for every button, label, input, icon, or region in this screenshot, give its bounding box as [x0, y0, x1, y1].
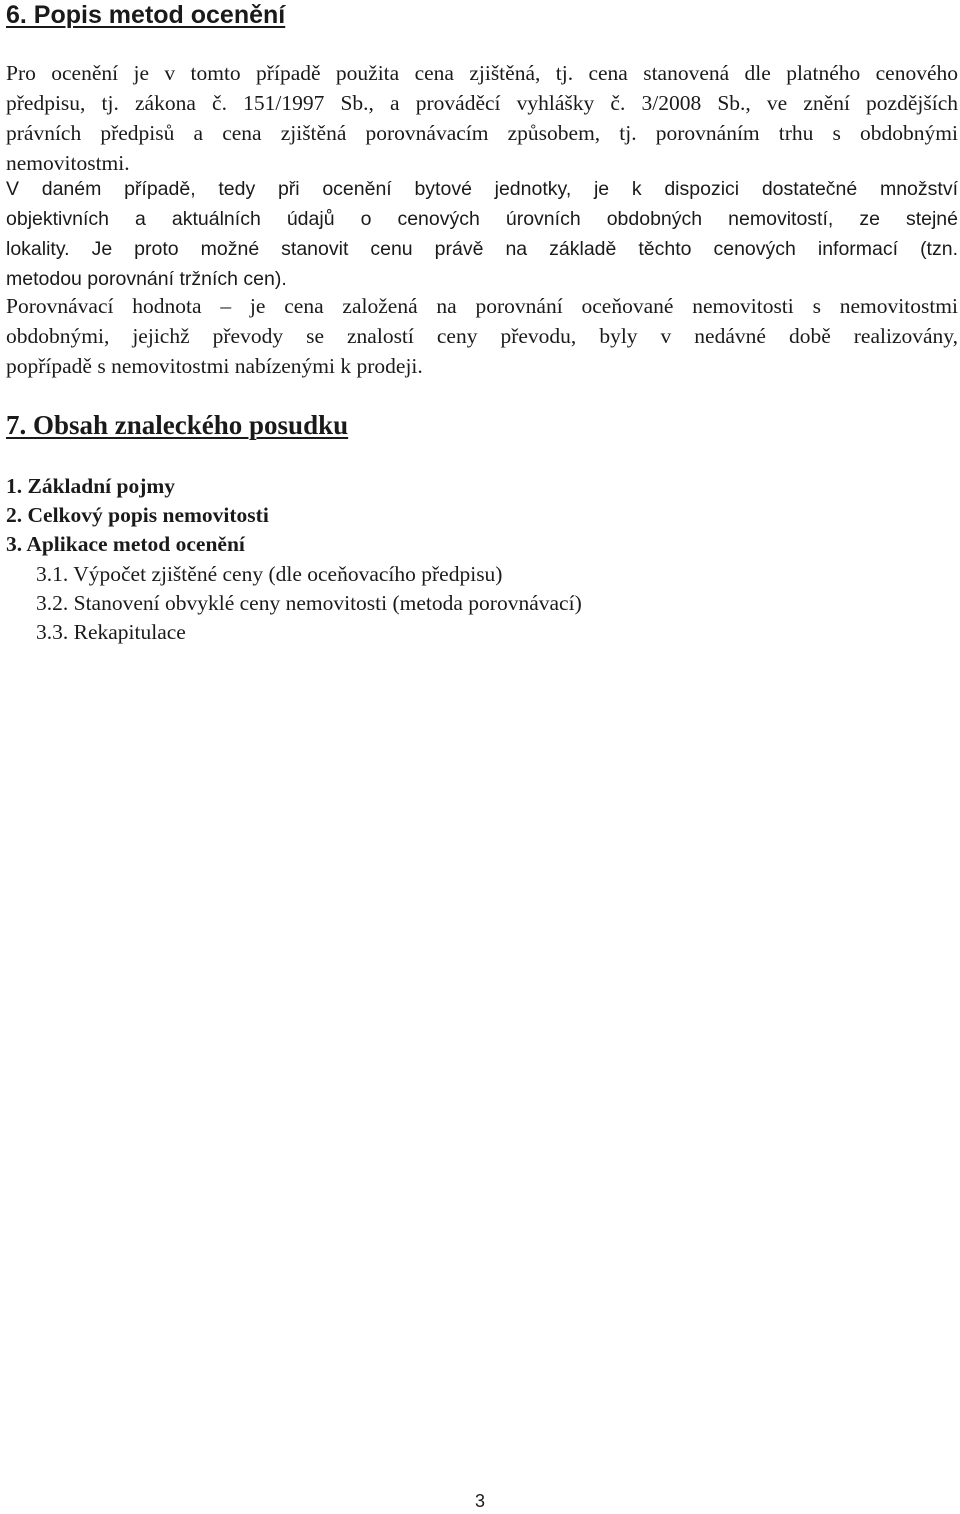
toc-subitem: 3.1. Výpočet zjištěné ceny (dle oceňovacího předpisu) [36, 561, 503, 586]
text-line: lokality. Je proto možné stanovit cenu právě na základě těchto cenových informací (tzn. [6, 238, 958, 260]
text-line: obdobnými, jejichž převody se znalostí ceny převodu, byly v nedávné době realizovány, [6, 324, 958, 348]
text-line: právních předpisů a cena zjištěná porovnávacím způsobem, tj. porovnáním trhu s obdobnými [6, 121, 958, 145]
text-line: popřípadě s nemovitostmi nabízenými k prodeji. [6, 354, 423, 378]
text-line: nemovitostmi. [6, 151, 130, 175]
toc-item: 1. Základní pojmy [6, 474, 176, 498]
text-line: Pro ocenění je v tomto případě použita cena zjištěná, tj. cena stanovená dle platného cenového [6, 61, 958, 85]
text-line: objektivních a aktuálních údajů o cenových úrovních obdobných nemovitostí, ze stejné [6, 208, 958, 230]
page-number: 3 [474, 1491, 485, 1511]
toc-subitem: 3.3. Rekapitulace [36, 620, 186, 645]
paragraph-comparative-value [6, 292, 958, 382]
toc-item: 2. Celkový popis nemovitosti [6, 503, 269, 528]
text-line: předpisu, tj. zákona č. 151/1997 Sb., a prováděcí vyhlášky č. 3/2008 Sb., ve znění pozdějších [6, 91, 958, 115]
text-line: Porovnávací hodnota – je cena založená na porovnání oceňované nemovitosti s nemovitostmi [6, 294, 958, 318]
toc-item: 3. Aplikace metod ocenění [6, 532, 245, 557]
table-of-contents [6, 472, 582, 647]
section-6-heading: 6. Popis metod ocenění [6, 1, 286, 29]
paragraph-market-data [6, 174, 958, 294]
paragraph-pricing-method [6, 59, 958, 179]
section-7-heading: 7. Obsah znaleckého posudku [6, 410, 349, 440]
toc-subitem: 3.2. Stanovení obvyklé ceny nemovitosti (metoda porovnávací) [36, 590, 582, 615]
text-line: metodou porovnání tržních cen). [6, 268, 287, 290]
text-line: V daném případě, tedy při ocenění bytové jednotky, je k dispozici dostatečné množství [6, 178, 958, 200]
